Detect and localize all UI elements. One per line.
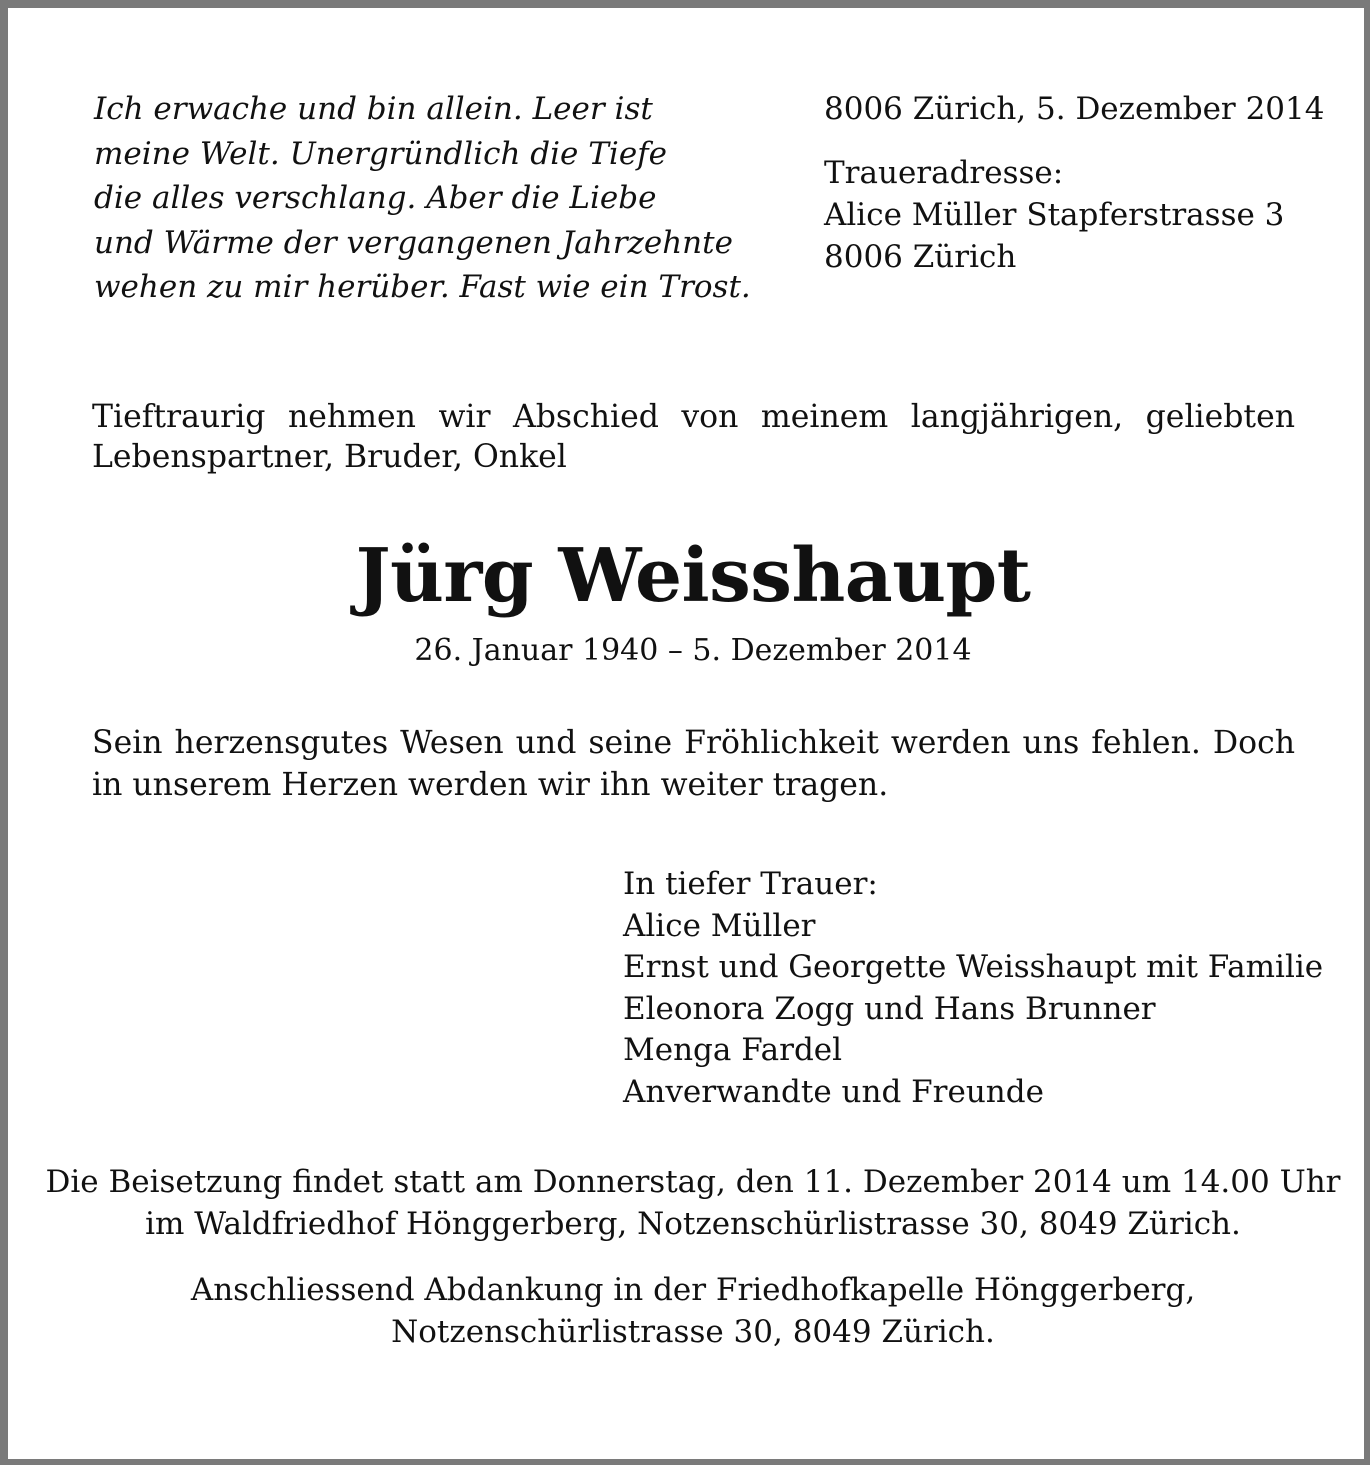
address-line: Alice Müller Stapferstrasse 3 <box>824 197 1285 233</box>
memorial-service-details <box>8 1269 1370 1353</box>
mourning-address <box>824 152 1324 278</box>
place-date: 8006 Zürich, 5. Dezember 2014 <box>824 91 1325 127</box>
address-line: 8006 Zürich <box>824 239 1017 275</box>
address-label: Traueradresse: <box>824 155 1064 191</box>
deceased-name: Jürg Weisshaupt <box>355 533 1031 619</box>
mourner-name: Alice Müller <box>623 907 816 944</box>
funeral-details <box>8 1161 1370 1245</box>
mourners-list <box>623 864 1323 1113</box>
lifespan-dates: 26. Januar 1940 – 5. Dezember 2014 <box>414 633 972 668</box>
farewell-intro: Tieftraurig nehmen wir Abschied von meinem langjährigen, geliebten Lebenspartner, Bruder, Onkel <box>92 399 1295 475</box>
mourners-heading: In tiefer Trauer: <box>623 866 878 902</box>
funeral-line: im Waldfriedhof Hönggerberg, Notzenschürlistrasse 30, 8049 Zürich. <box>145 1206 1241 1242</box>
mourner-name: Menga Fardel <box>623 1032 843 1068</box>
mourner-name: Ernst und Georgette Weisshaupt mit Familie <box>623 949 1324 985</box>
service-line: Notzenschürlistrasse 30, 8049 Zürich. <box>391 1314 995 1350</box>
mourner-name: Anverwandte und Freunde <box>623 1073 1044 1110</box>
poem-line: Ich erwache und bin allein. Leer ist <box>94 91 653 127</box>
poem-line: die alles verschlang. Aber die Liebe <box>94 180 657 216</box>
poem-line: meine Welt. Unergründlich die Tiefe <box>94 135 668 172</box>
mourner-name: Eleonora Zogg und Hans Brunner <box>623 990 1156 1027</box>
service-line: Anschliessend Abdankung in der Friedhofkapelle Hönggerberg, <box>190 1272 1196 1308</box>
poem-line: wehen zu mir herüber. Fast wie ein Trost. <box>94 269 751 305</box>
poem-quote <box>94 87 784 310</box>
remembrance-text: Sein herzensgutes Wesen und seine Fröhlichkeit werden uns fehlen. Doch in unserem Herzen werden wir ihn weiter tragen. <box>92 725 1295 803</box>
poem-line: und Wärme der vergangenen Jahrzehnte <box>94 224 733 261</box>
place-and-address <box>824 87 1324 278</box>
funeral-line: Die Beisetzung findet statt am Donnerstag, den 11. Dezember 2014 um 14.00 Uhr <box>45 1164 1341 1200</box>
